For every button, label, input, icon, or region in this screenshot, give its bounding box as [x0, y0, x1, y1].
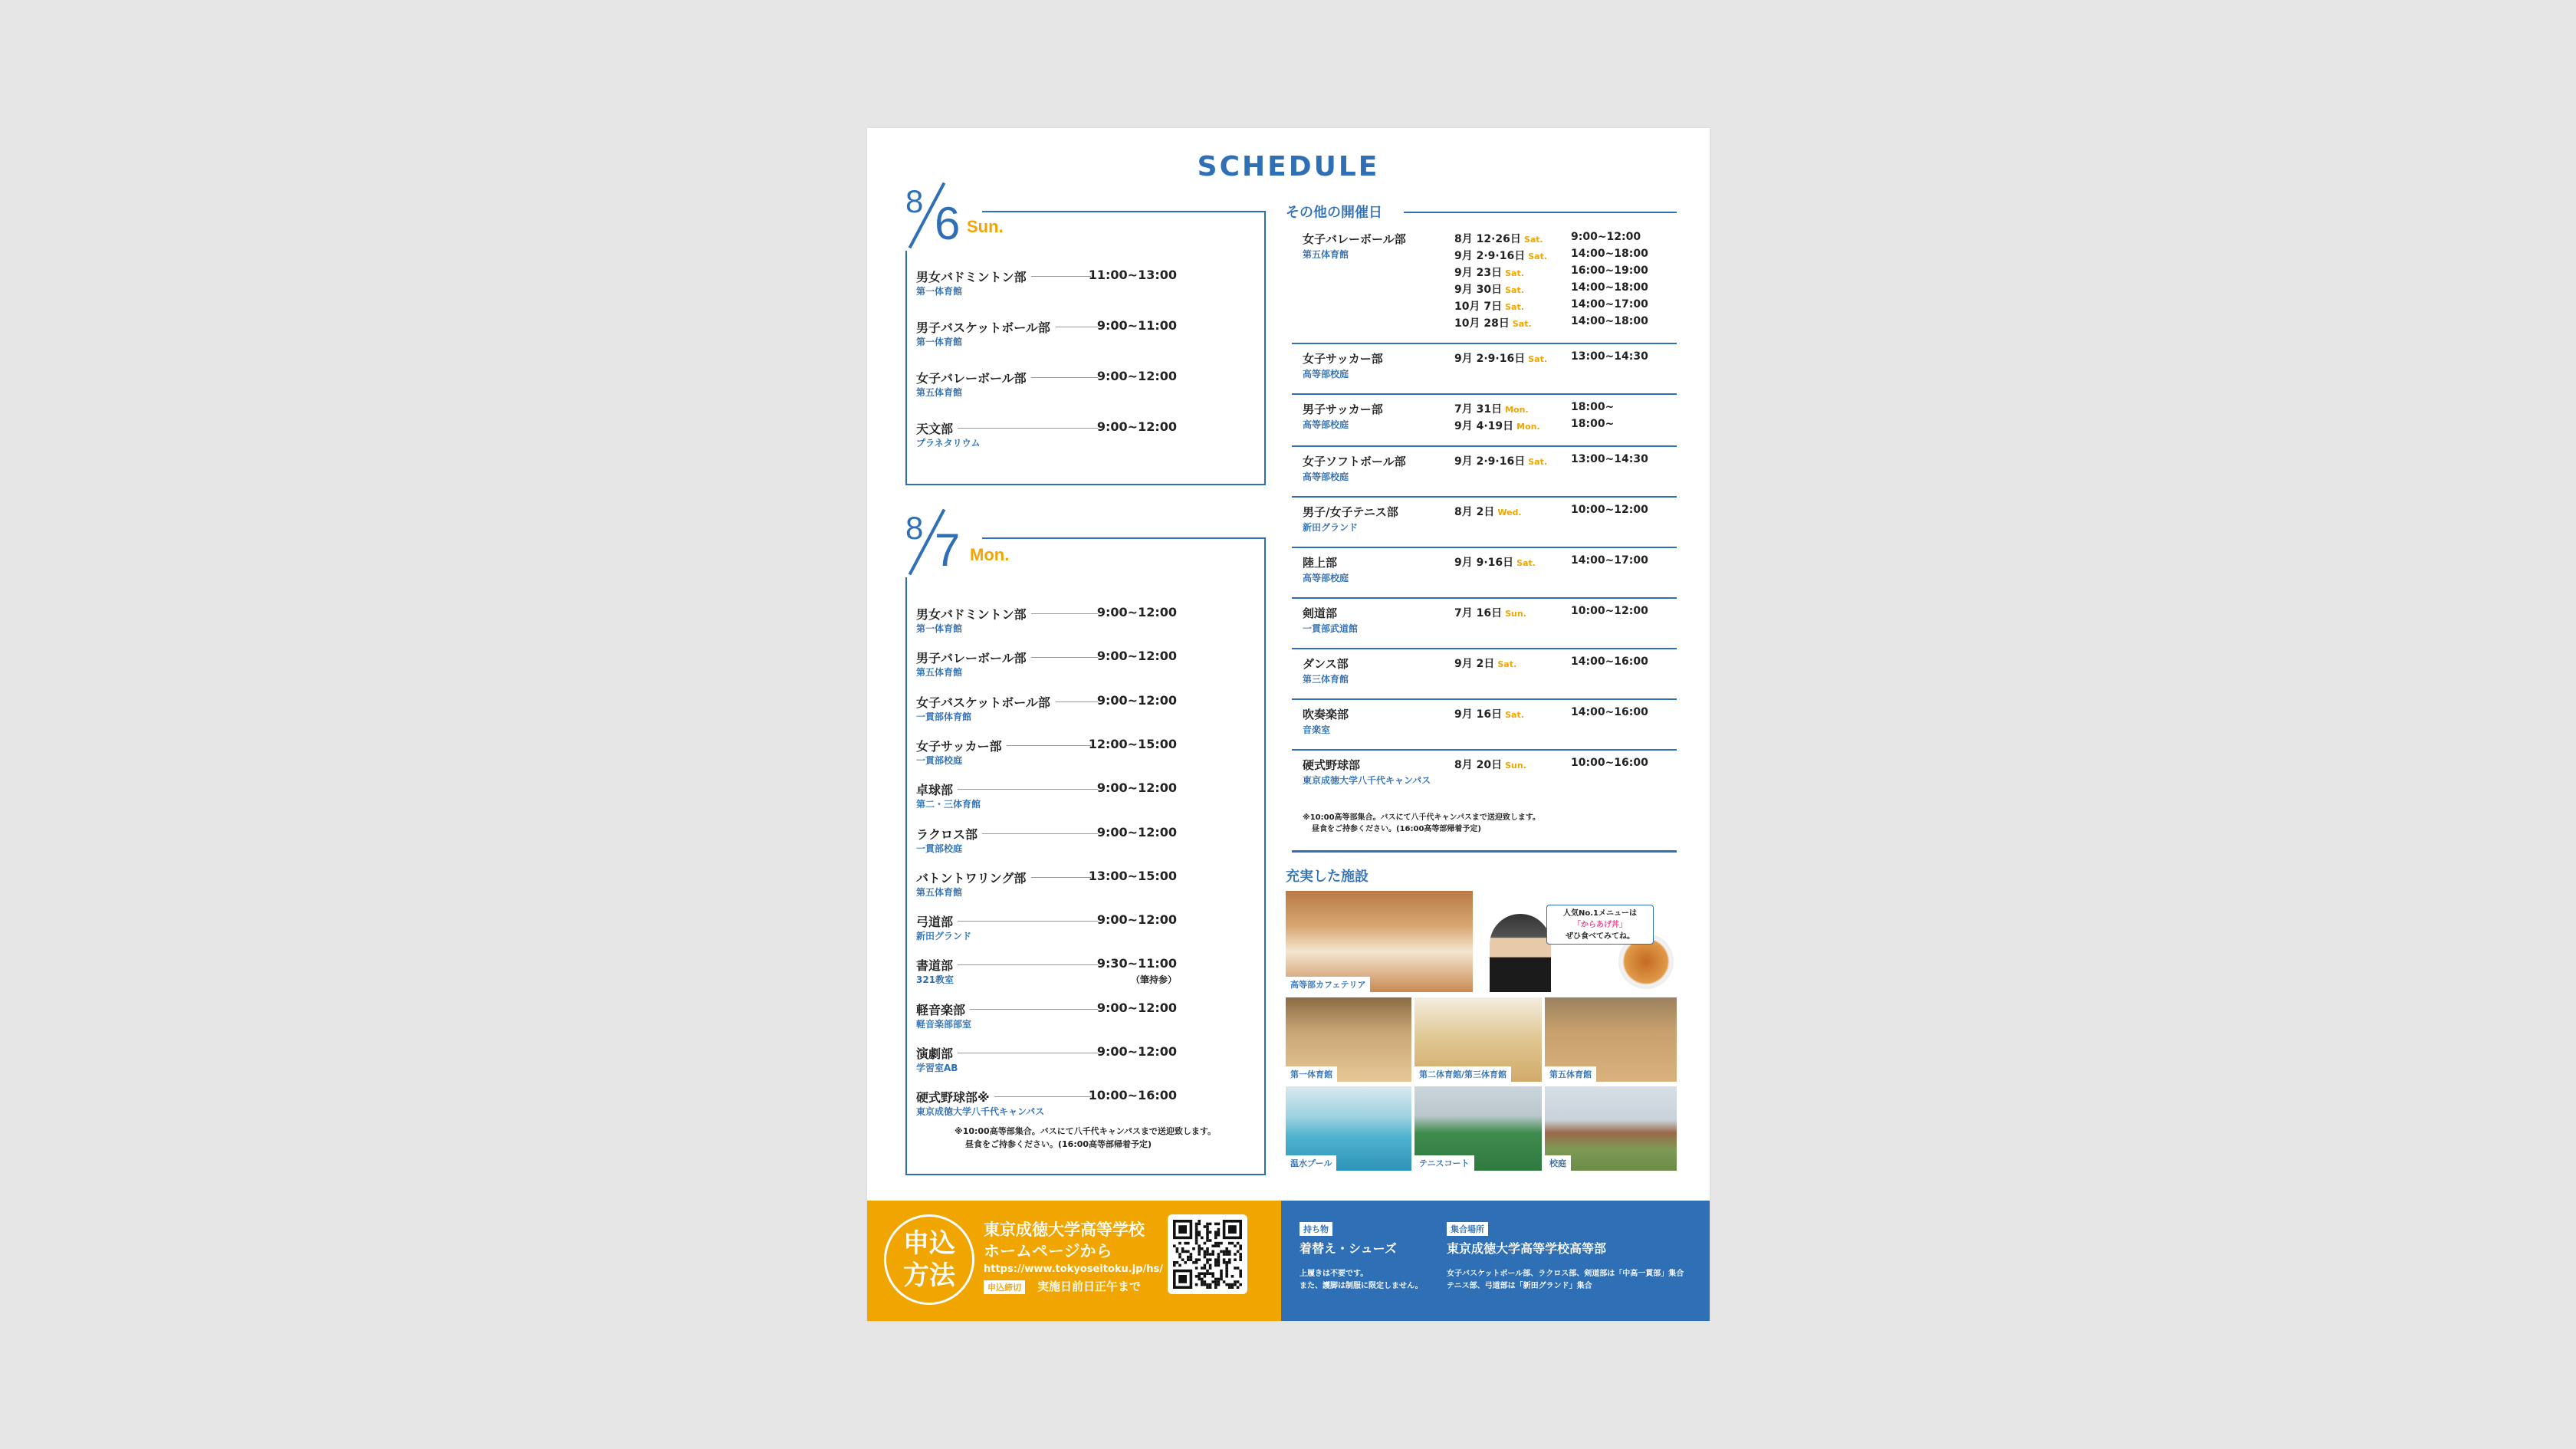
session-date: [1454, 656, 1516, 671]
session-date: [1454, 757, 1526, 772]
month-number: 8: [905, 183, 924, 219]
venue: 第五体育館: [916, 886, 963, 898]
time-range: 9:00~12:00: [1096, 369, 1177, 383]
session-date: [1454, 706, 1524, 721]
meeting-note-2: テニス部、弓道部は「新田グランド」集合: [1447, 1282, 1592, 1290]
venue: 高等部校庭: [1303, 573, 1349, 583]
leader-line: [1007, 745, 1091, 746]
note-line-1: ※10:00高等部集合。バスにて八千代キャンパスまで送迎致します。: [955, 1126, 1217, 1136]
day-of-week: Sat.: [1505, 710, 1524, 720]
photo-tennis-court: [1414, 1086, 1542, 1171]
club-name: 女子ソフトボール部: [1303, 455, 1406, 468]
date-text: 9月 2·9·16日: [1454, 455, 1526, 468]
box-left-line: [905, 577, 907, 1175]
venue: 学習室AB: [916, 1063, 958, 1073]
day-of-week: Sat.: [1528, 457, 1548, 467]
leader-line: [958, 921, 1098, 922]
day-of-week: Sat.: [1505, 268, 1524, 278]
venue: 一貫部体育館: [916, 711, 972, 722]
session-line: [1454, 656, 1677, 672]
photo-caption: 第五体育館: [1545, 1066, 1596, 1082]
venue: 新田グランド: [916, 931, 972, 942]
club-name: 男子バレーボール部: [916, 651, 1027, 666]
venue: 第一体育館: [916, 623, 963, 634]
leader-line: [1031, 657, 1098, 658]
club-name: 陸上部: [1303, 556, 1338, 570]
club-name: 軽音楽部: [916, 1002, 966, 1017]
venue: 一貫部校庭: [916, 754, 963, 766]
photo-caption: 第二体育館/第三体育館: [1414, 1066, 1511, 1082]
session-line: [1454, 418, 1677, 435]
badge-line-1: 申込: [903, 1228, 955, 1259]
day-of-week: Sat.: [1528, 251, 1548, 261]
staff-figure: [1490, 914, 1551, 992]
other-date-row: [1292, 649, 1677, 700]
club-name: 女子バレーボール部: [916, 371, 1027, 386]
bubble-line-2: 「からあげ丼」: [1573, 921, 1627, 929]
note-line-2: 昼食をご持参ください。(16:00高等部帰着予定): [1312, 825, 1481, 833]
leader-line: [1031, 613, 1098, 614]
time-range: 9:30~11:00: [1096, 956, 1177, 971]
time-range: 9:00~12:00: [1096, 649, 1177, 664]
day-of-week: Wed.: [1497, 508, 1522, 518]
club-name: 演劇部: [916, 1046, 954, 1061]
session-time: 18:00~: [1571, 418, 1615, 430]
session-time: 14:00~18:00: [1571, 281, 1648, 294]
day-of-week: Mon.: [1516, 422, 1540, 432]
club-name: 書道部: [916, 958, 954, 974]
venue: 321教室: [916, 974, 955, 986]
items-note-2: また、護脚は制服に限定しません。: [1300, 1282, 1423, 1290]
month-number: 8: [905, 510, 924, 546]
photo-caption: 校庭: [1545, 1155, 1571, 1171]
date-text: 7月 31日: [1454, 403, 1503, 416]
venue: 新田グランド: [1303, 522, 1359, 533]
day-of-week: Sat.: [1523, 235, 1543, 245]
day-of-week: Sun.: [967, 217, 1004, 236]
time-range: 9:00~12:00: [1096, 824, 1177, 840]
other-date-row: [1292, 751, 1677, 801]
session-date: [1454, 231, 1543, 246]
time-range: 9:00~12:00: [1096, 912, 1177, 928]
date-text: 9月 2日: [1454, 658, 1495, 670]
items-tag: 持ち物: [1300, 1222, 1332, 1236]
qr-code-icon: [1168, 1214, 1247, 1294]
session-time: 10:00~12:00: [1571, 605, 1648, 617]
qr-code[interactable]: [1168, 1214, 1247, 1294]
schedule-entry: [916, 268, 1177, 301]
date-text: 8月 12·26日: [1454, 233, 1521, 245]
page-title: SCHEDULE: [1197, 151, 1380, 182]
photo-gym-2-3: [1414, 997, 1542, 1082]
meeting-place: 東京成徳大学高等学校高等部: [1447, 1241, 1607, 1256]
application-badge: [884, 1214, 974, 1305]
date-text: 9月 30日: [1454, 284, 1503, 296]
day-of-week: Sat.: [1505, 285, 1524, 295]
leader-line: [1031, 377, 1098, 378]
date-text: 9月 2·9·16日: [1454, 353, 1526, 365]
heading-rule: [1404, 212, 1677, 213]
items-note-1: 上履きは不要です。: [1300, 1270, 1368, 1278]
time-range: 13:00~15:00: [1088, 868, 1177, 883]
schedule-entry: [916, 912, 1177, 946]
venue: 高等部校庭: [1303, 369, 1349, 380]
note-extra: （筆持参）: [1130, 974, 1177, 986]
venue: 第三体育館: [1303, 674, 1349, 685]
session-date: [1454, 298, 1524, 314]
time-range: 9:00~12:00: [1096, 419, 1177, 434]
club-name: 吹奏楽部: [1303, 708, 1349, 721]
photo-caption: 高等部カフェテリア: [1286, 977, 1370, 992]
date-text: 9月 2·9·16日: [1454, 250, 1526, 262]
schedule-entry: [916, 1088, 1177, 1122]
leader-line: [1031, 877, 1091, 878]
application-source-line-2: ホームページから: [984, 1242, 1112, 1260]
date-text: 9月 16日: [1454, 708, 1503, 721]
venue: 東京成徳大学八千代キャンパス: [1303, 775, 1431, 786]
time-range: 12:00~15:00: [1088, 736, 1177, 751]
application-url[interactable]: https://www.tokyoseitoku.jp/hs/: [984, 1263, 1163, 1275]
day-of-week: Sat.: [1512, 319, 1532, 329]
other-date-row: [1292, 225, 1677, 344]
club-name: 男子サッカー部: [1303, 402, 1383, 416]
club-name: 剣道部: [1303, 606, 1338, 620]
time-range: 9:00~12:00: [1096, 605, 1177, 619]
box-top-line: [982, 211, 1266, 212]
day-of-week: Sun.: [1505, 609, 1526, 619]
session-date: [1454, 453, 1547, 468]
session-time: 16:00~19:00: [1571, 264, 1648, 277]
session-date: [1454, 264, 1524, 280]
box-left-line: [905, 251, 907, 485]
session-line: [1454, 281, 1677, 298]
meeting-place-tag: 集合場所: [1447, 1222, 1488, 1236]
note-line-2: 昼食をご持参ください。(16:00高等部帰着予定): [965, 1139, 1152, 1149]
schedule-entry: [916, 869, 1177, 902]
day-of-week: Sat.: [1497, 659, 1517, 669]
date-text: 7月 16日: [1454, 607, 1503, 619]
club-name: ラクロス部: [916, 826, 978, 842]
venue: 東京成徳大学八千代キャンパス: [916, 1106, 1045, 1118]
club-name: 男子バスケットボール部: [916, 320, 1050, 335]
club-name: 男子/女子テニス部: [1303, 505, 1398, 519]
session-line: [1454, 605, 1677, 622]
time-range: 9:00~12:00: [1096, 780, 1177, 796]
speech-bubble: [1546, 905, 1654, 945]
deadline-text: 実施日前日正午まで: [1037, 1280, 1142, 1293]
session-date: [1454, 418, 1540, 433]
box-right-line: [1264, 537, 1266, 1175]
time-range: 11:00~13:00: [1088, 268, 1177, 282]
date-text: 10月 28日: [1454, 317, 1510, 330]
info-panel: [1281, 1201, 1710, 1321]
club-name: 男女バドミントン部: [916, 270, 1027, 284]
club-name: 女子バレーボール部: [1303, 232, 1406, 246]
day-number: 7: [935, 524, 961, 576]
box-top-line: [982, 537, 1266, 539]
club-name: 弓道部: [916, 915, 954, 930]
session-date: [1454, 315, 1532, 330]
date-text: 10月 7日: [1454, 301, 1503, 313]
venue: 一貫部武道館: [1303, 623, 1359, 634]
photo-caption: 第一体育館: [1286, 1066, 1337, 1082]
day-of-week: Mon.: [970, 545, 1010, 564]
session-line: [1454, 504, 1677, 521]
date-text: 9月 4·19日: [1454, 420, 1514, 432]
club-name: ダンス部: [1303, 657, 1349, 671]
photo-cafeteria: [1286, 891, 1473, 992]
session-date: [1454, 350, 1547, 366]
schedule-entry: [916, 419, 1177, 453]
club-name: 硬式野球部※: [916, 1090, 990, 1106]
session-date: [1454, 401, 1529, 416]
schedule-entry: [916, 605, 1177, 639]
leader-line: [958, 428, 1098, 429]
date-text: 8月 20日: [1454, 759, 1503, 771]
baseball-note: [955, 1125, 1216, 1151]
badge-line-2: 方法: [903, 1260, 955, 1291]
session-line: [1454, 298, 1677, 315]
session-time: 13:00~14:30: [1571, 350, 1648, 363]
venue: 高等部校庭: [1303, 419, 1349, 430]
photo-gym-5: [1545, 997, 1677, 1082]
other-date-row: [1292, 447, 1677, 498]
session-date: [1454, 248, 1547, 263]
other-date-row: [1292, 548, 1677, 599]
schedule-entry: [916, 825, 1177, 859]
session-time: 10:00~12:00: [1571, 504, 1648, 516]
day-of-week: Mon.: [1505, 405, 1529, 415]
other-dates-heading: その他の開催日: [1286, 205, 1382, 221]
session-time: 14:00~17:00: [1571, 298, 1648, 310]
session-date: [1454, 554, 1536, 570]
schedule-entry: [916, 1001, 1177, 1034]
session-line: [1454, 453, 1677, 470]
venue: 第五体育館: [916, 387, 963, 398]
club-name: 天文部: [916, 422, 954, 436]
club-name: バトントワリング部: [916, 870, 1027, 886]
date-text: 9月 23日: [1454, 267, 1503, 279]
venue: 第五体育館: [916, 667, 963, 678]
session-time: 13:00~14:30: [1571, 453, 1648, 465]
other-date-row: [1292, 498, 1677, 548]
time-range: 9:00~11:00: [1096, 318, 1177, 333]
photo-school-yard: [1545, 1086, 1677, 1171]
photo-caption: テニスコート: [1414, 1155, 1474, 1171]
meeting-note-1: 女子バスケットボール部、ラクロス部、剣道部は「中高一貫部」集合: [1447, 1270, 1684, 1278]
schedule-entry: [916, 780, 1177, 814]
bubble-line-3: ぜひ食べてみてね。: [1566, 932, 1635, 941]
bubble-line-1: 人気No.1メニューは: [1563, 909, 1637, 918]
items-text: 着替え・シューズ: [1300, 1241, 1397, 1256]
photo-caption: 温水プール: [1286, 1155, 1336, 1171]
session-line: [1454, 554, 1677, 571]
schedule-entry: [916, 956, 1177, 990]
deadline-tag: 申込締切: [984, 1280, 1025, 1294]
club-name: 女子サッカー部: [1303, 352, 1383, 366]
venue: 音楽室: [1303, 724, 1331, 735]
session-line: [1454, 231, 1677, 248]
session-line: [1454, 706, 1677, 723]
session-date: [1454, 504, 1522, 519]
date-text: 8月 2日: [1454, 506, 1495, 518]
club-name: 女子サッカー部: [916, 738, 1002, 754]
venue: 一貫部校庭: [916, 843, 963, 854]
club-name: 硬式野球部: [1303, 758, 1361, 772]
time-range: 10:00~16:00: [1088, 1088, 1177, 1103]
application-source-line-1: 東京成徳大学高等学校: [984, 1221, 1145, 1239]
day-number: 6: [935, 198, 961, 249]
day-of-week: Sat.: [1505, 302, 1524, 312]
date-heading-aug-7: [905, 510, 1028, 579]
flyer-page: [867, 128, 1710, 1321]
other-date-row: [1292, 700, 1677, 751]
session-time: 18:00~: [1571, 401, 1615, 413]
schedule-entry: [916, 318, 1177, 352]
leader-line: [1031, 276, 1091, 277]
venue: 第五体育館: [1303, 249, 1349, 260]
session-line: [1454, 264, 1677, 281]
venue: 第一体育館: [916, 337, 963, 347]
facilities-heading: 充実した施設: [1286, 869, 1368, 885]
time-range: 9:00~12:00: [1096, 1044, 1177, 1059]
schedule-entry: [916, 649, 1177, 682]
venue: 第二・三体育館: [916, 799, 981, 810]
session-time: 14:00~17:00: [1571, 554, 1648, 567]
session-time: 10:00~16:00: [1571, 757, 1648, 769]
venue: 軽音楽部部室: [916, 1018, 972, 1030]
session-time: 14:00~18:00: [1571, 315, 1648, 327]
photo-pool: [1286, 1086, 1411, 1171]
leader-line: [982, 833, 1098, 834]
day-of-week: Sat.: [1528, 354, 1548, 364]
session-line: [1454, 315, 1677, 332]
session-line: [1454, 350, 1677, 367]
leader-line: [958, 964, 1098, 965]
schedule-entry: [916, 693, 1177, 727]
schedule-entry: [916, 737, 1177, 770]
schedule-entry: [916, 369, 1177, 402]
time-range: 9:00~12:00: [1096, 692, 1177, 708]
other-date-row: [1292, 344, 1677, 395]
time-range: 9:00~12:00: [1096, 1000, 1177, 1015]
other-baseball-note: [1303, 812, 1540, 835]
application-panel: [867, 1201, 1281, 1321]
date-text: 9月 9·16日: [1454, 557, 1514, 569]
day-of-week: Sat.: [1516, 558, 1536, 568]
photo-gym-1: [1286, 997, 1411, 1082]
photo-staff: [1480, 891, 1677, 992]
session-date: [1454, 605, 1526, 620]
club-name: 女子バスケットボール部: [916, 695, 1050, 710]
session-time: 14:00~18:00: [1571, 248, 1648, 260]
venue: プラネタリウム: [916, 438, 981, 449]
venue: 第一体育館: [916, 286, 963, 297]
section-rule: [1292, 850, 1677, 853]
club-name: 卓球部: [916, 783, 954, 798]
session-time: 14:00~16:00: [1571, 656, 1648, 668]
venue: 高等部校庭: [1303, 472, 1349, 482]
club-name: 男女バドミントン部: [916, 607, 1027, 622]
schedule-entry: [916, 1044, 1177, 1078]
leader-line: [958, 789, 1098, 790]
session-time: 14:00~16:00: [1571, 706, 1648, 718]
other-date-row: [1292, 395, 1677, 447]
session-date: [1454, 281, 1524, 297]
note-line-1: ※10:00高等部集合。バスにて八千代キャンパスまで送迎致します。: [1303, 813, 1541, 822]
day-of-week: Sun.: [1505, 761, 1526, 770]
box-bottom-line: [905, 1174, 1266, 1175]
session-line: [1454, 248, 1677, 264]
leader-line: [994, 1096, 1091, 1097]
session-line: [1454, 401, 1677, 418]
other-date-row: [1292, 599, 1677, 649]
leader-line: [970, 1009, 1098, 1010]
session-time: 9:00~12:00: [1571, 231, 1641, 243]
session-line: [1454, 757, 1677, 774]
